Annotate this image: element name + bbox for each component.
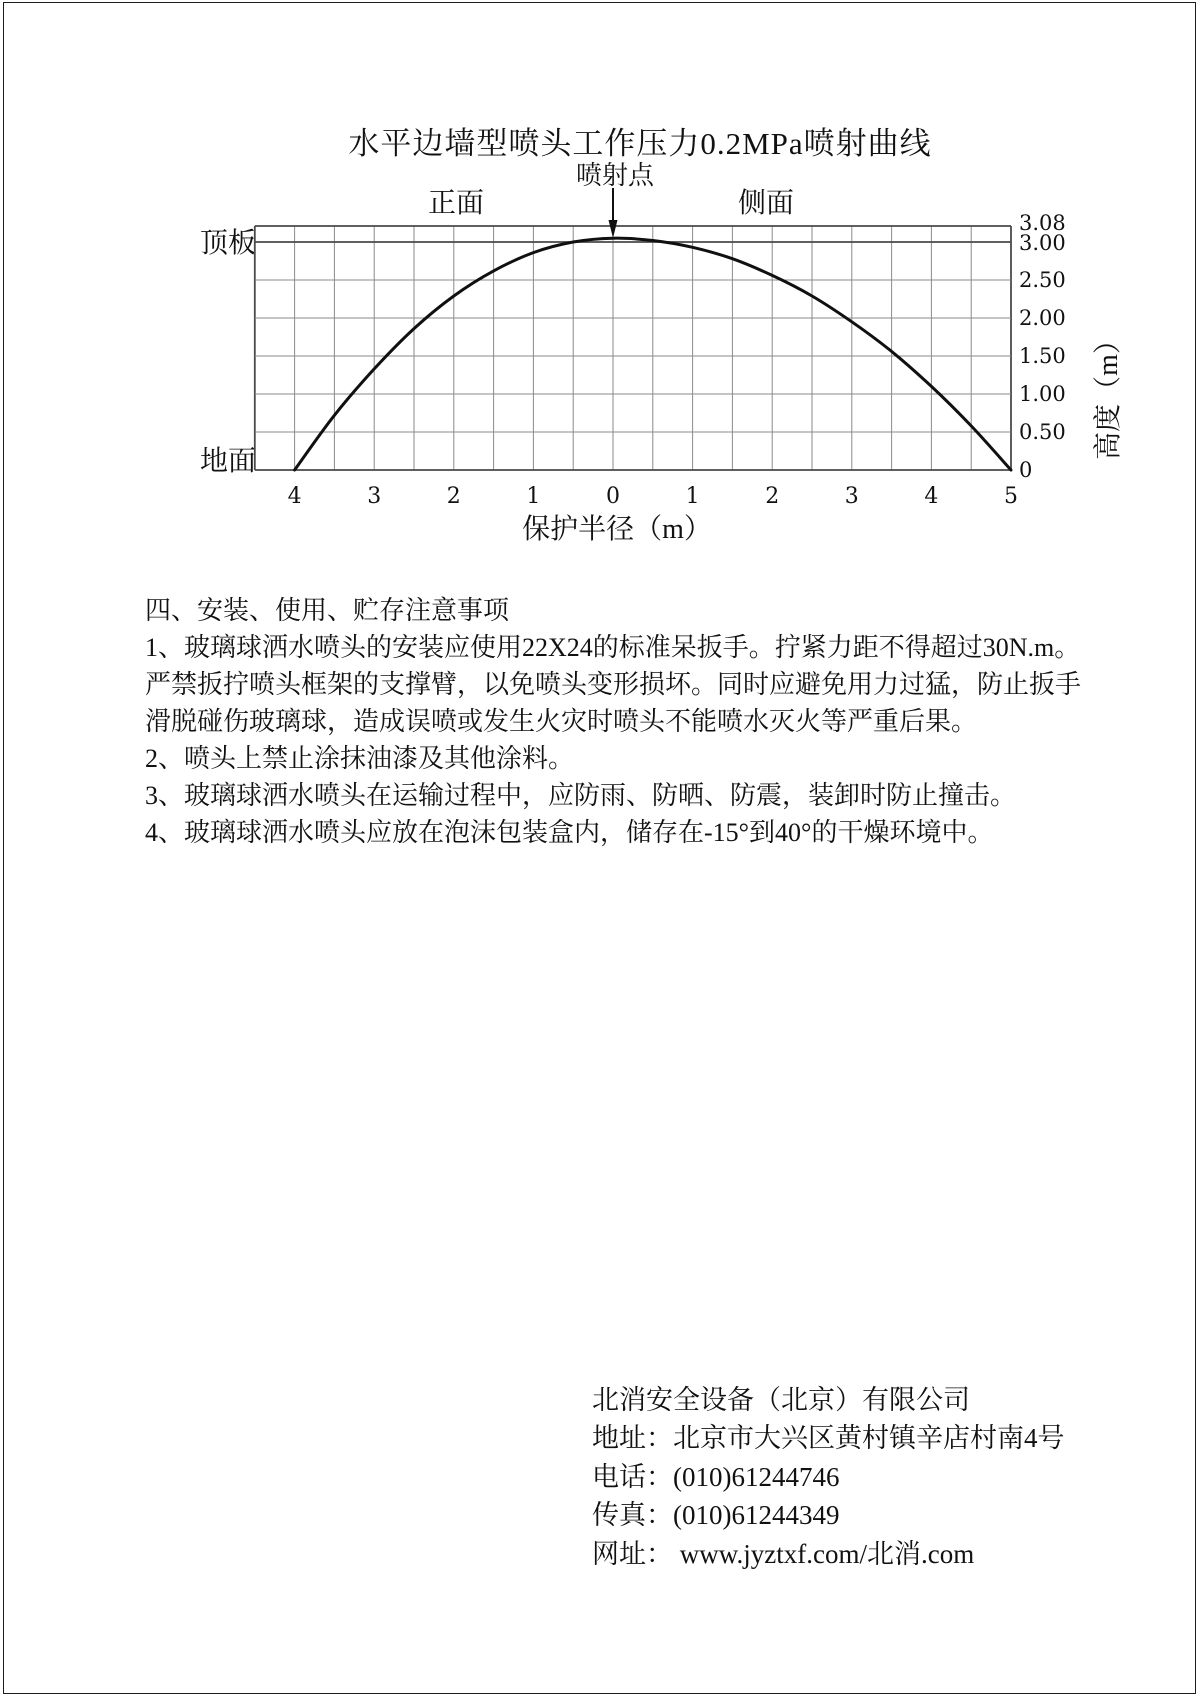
x-tick-label: 0 xyxy=(606,484,620,509)
grid-lines xyxy=(255,226,1011,470)
contact-block xyxy=(592,1381,1152,1573)
y-tick-label: 0 xyxy=(1019,458,1033,482)
y-tick-label: 3.08 xyxy=(1019,211,1066,235)
note-item: 3、玻璃球洒水喷头在运输过程中，应防雨、防晒、防震，装卸时防止撞击。 xyxy=(145,781,1017,810)
spray-curve-chart xyxy=(240,180,1030,485)
contact-website: 网址： www.jyztxf.com/北消.com xyxy=(592,1538,975,1569)
contact-fax: 传真：(010)61244349 xyxy=(592,1500,840,1531)
y-tick-label: 3.00 xyxy=(1019,231,1066,255)
notes-heading: 四、安装、使用、贮存注意事项 xyxy=(145,596,510,625)
ground-label: 地面 xyxy=(200,446,257,477)
x-tick-label: 3 xyxy=(844,484,859,509)
ceiling-label: 顶板 xyxy=(200,228,257,259)
x-tick-label: 1 xyxy=(526,484,541,509)
x-tick-label: 5 xyxy=(1004,484,1018,509)
x-tick-label: 1 xyxy=(685,484,700,509)
note-item: 4、玻璃球洒水喷头应放在泡沫包装盒内，储存在-15°到40°的干燥环境中。 xyxy=(145,818,994,847)
x-tick-label: 2 xyxy=(446,484,461,509)
x-tick-label: 4 xyxy=(287,484,302,509)
x-tick-label: 2 xyxy=(765,484,780,509)
company-name: 北消安全设备（北京）有限公司 xyxy=(592,1385,970,1415)
notes-list xyxy=(145,629,1103,851)
x-tick-label: 3 xyxy=(367,484,382,509)
contact-address: 地址：北京市大兴区黄村镇辛店村南4号 xyxy=(592,1423,1065,1454)
contact-phone: 电话：(010)61244746 xyxy=(592,1461,840,1492)
side-view-label: 侧面 xyxy=(737,188,794,219)
chart-title: 水平边墙型喷头工作压力0.2MPa喷射曲线 xyxy=(348,126,932,161)
x-axis-title: 保护半径（m） xyxy=(522,514,712,545)
y-axis-title: 高度（m） xyxy=(1093,326,1124,460)
y-tick-label: 0.50 xyxy=(1019,420,1066,444)
front-view-label: 正面 xyxy=(427,188,484,219)
y-tick-label: 1.00 xyxy=(1019,382,1066,406)
y-tick-label: 2.50 xyxy=(1019,268,1066,292)
spray-point-label: 喷射点 xyxy=(575,161,654,190)
spray-point-arrow xyxy=(609,188,618,238)
note-item: 1、玻璃球洒水喷头的安装应使用22X24的标准呆扳手。拧紧力距不得超过30N.m。严禁扳拧喷头框架的支撑臂，以免喷头变形损坏。同时应避免用力过猛，防止扳手滑脱碰伤玻璃球，造成误喷或发生火灾时喷头不能喷水灭火等严重后果。 xyxy=(145,633,1082,736)
y-tick-label: 2.00 xyxy=(1019,306,1066,330)
x-tick-label: 4 xyxy=(924,484,939,509)
note-item: 2、喷头上禁止涂抹油漆及其他涂料。 xyxy=(145,744,575,773)
y-tick-label: 1.50 xyxy=(1019,344,1066,368)
notes-section xyxy=(145,592,1103,851)
